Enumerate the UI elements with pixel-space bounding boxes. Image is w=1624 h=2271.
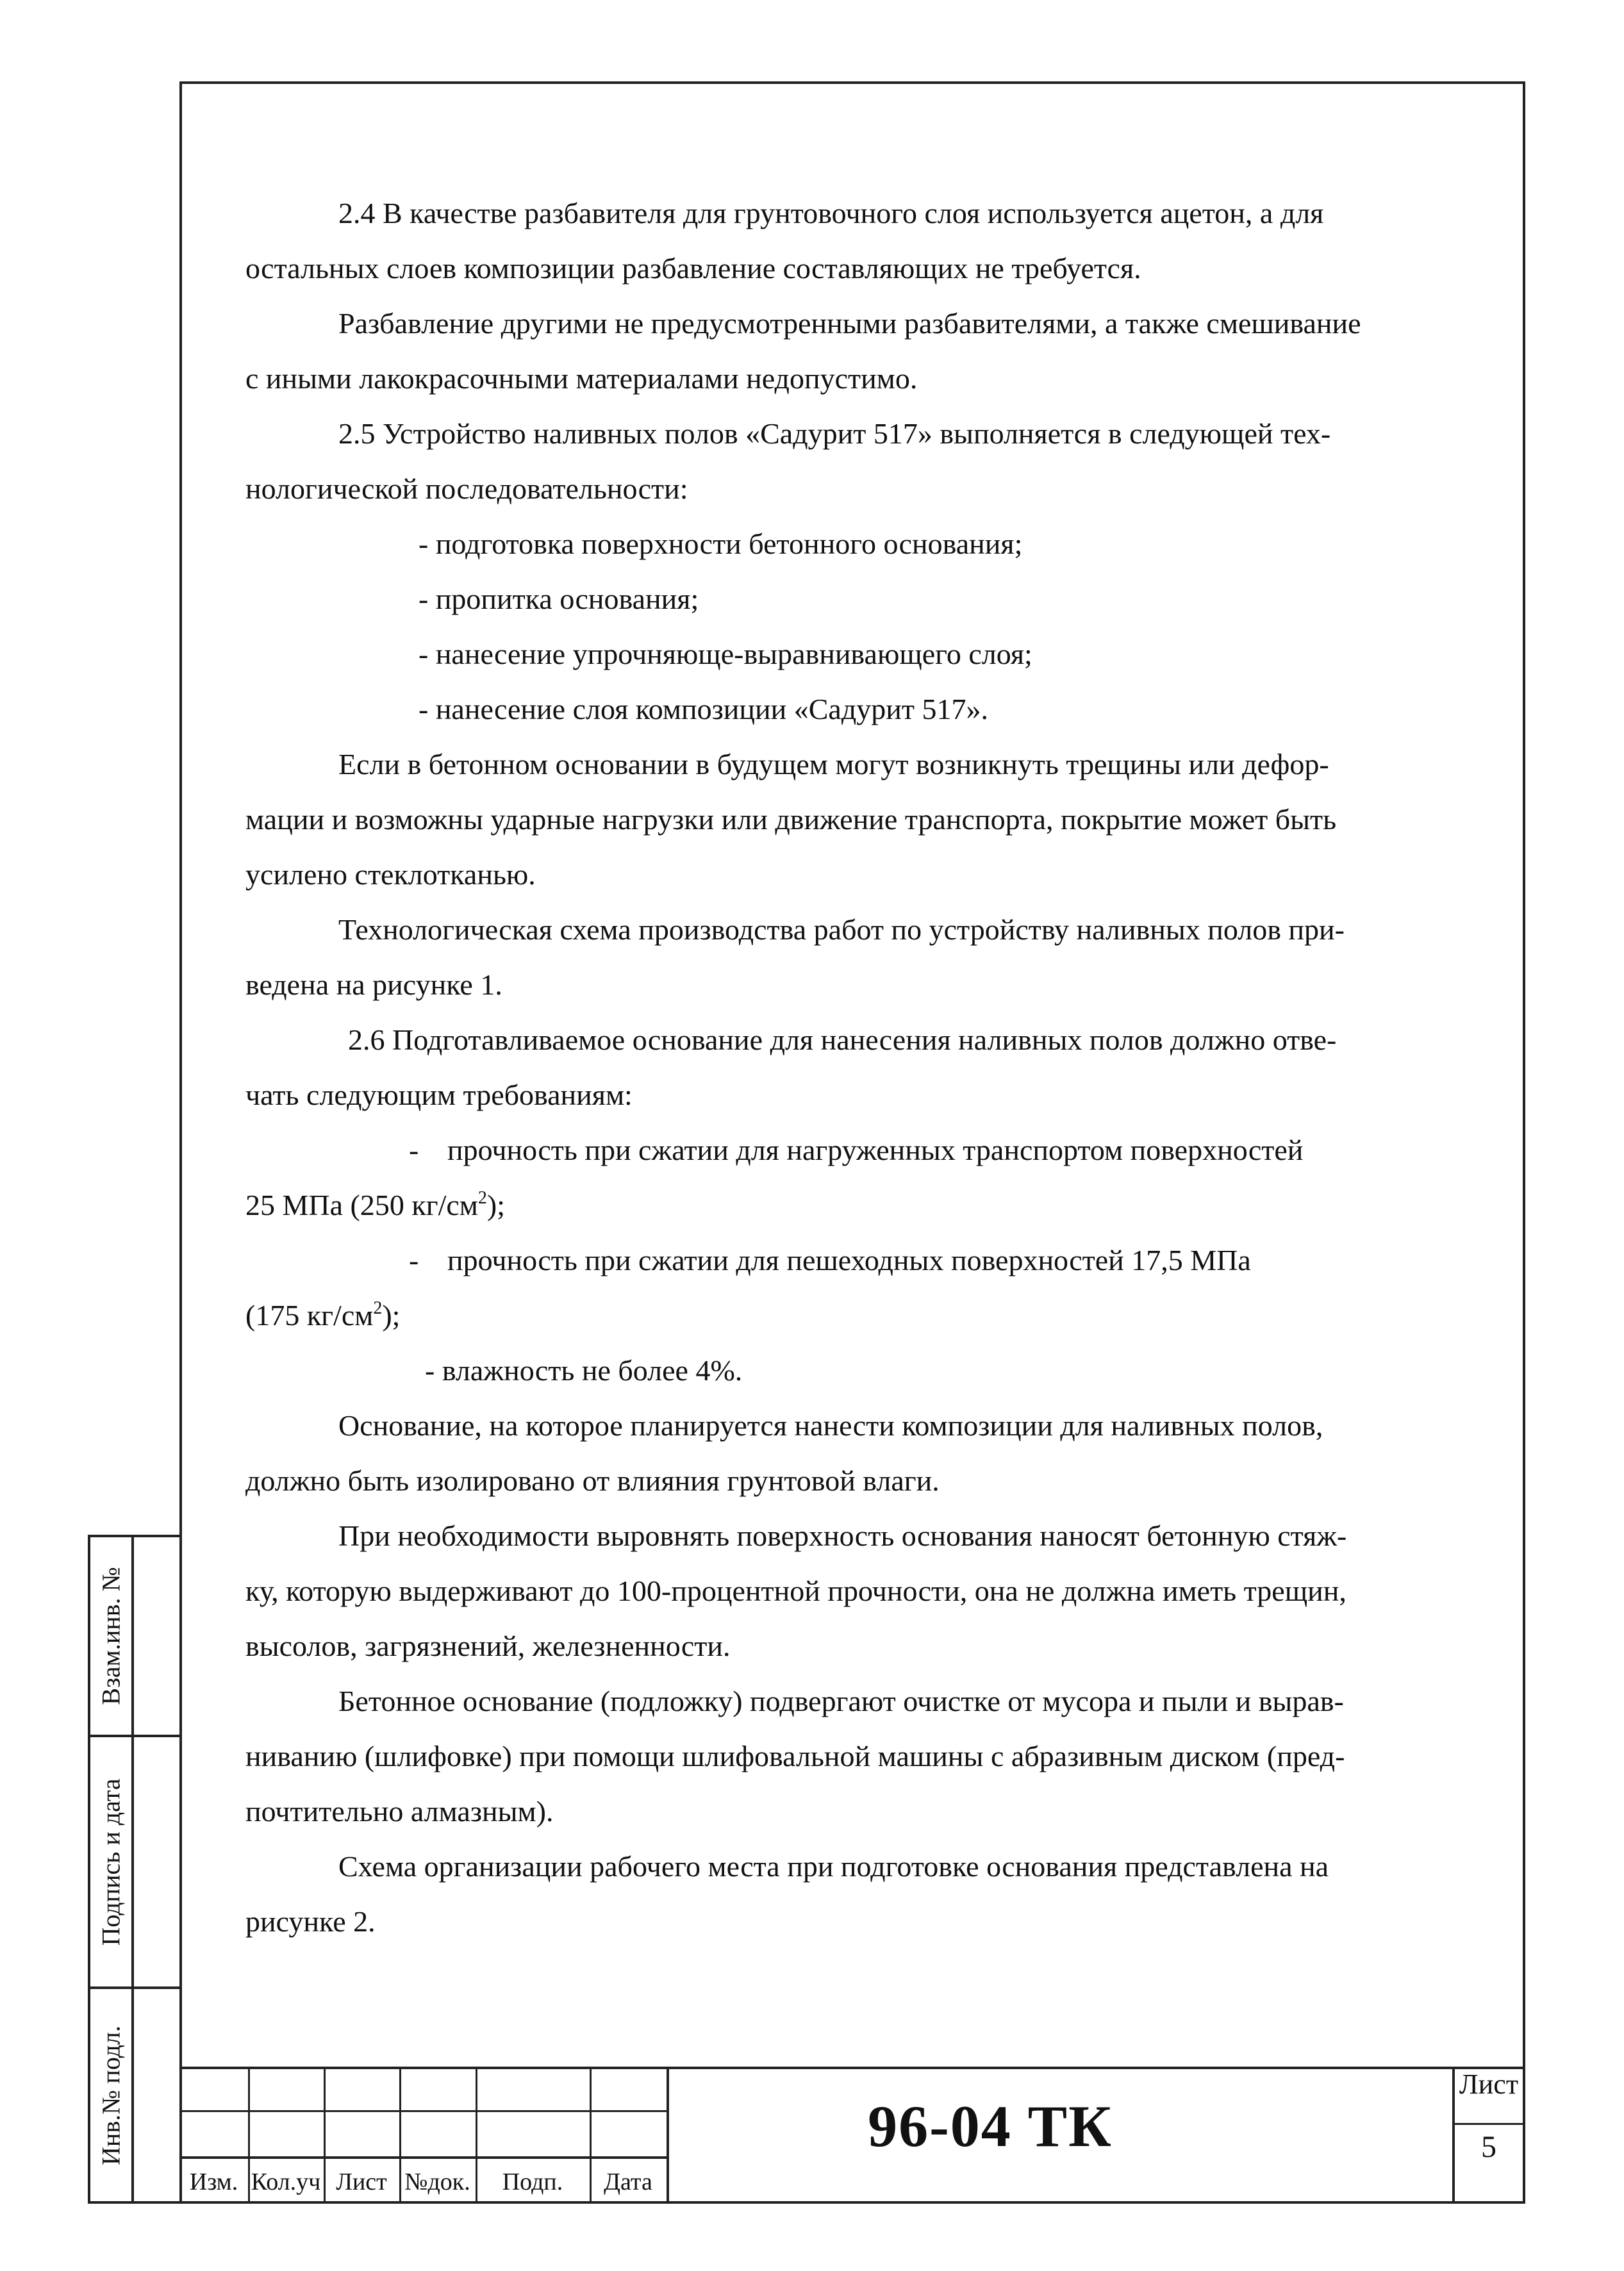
grid-row-line (179, 2156, 667, 2159)
column-label: Дата (604, 2168, 652, 2195)
grid-row-line (179, 2110, 667, 2112)
paragraph-2-4: 2.4 В качестве разбавителя для грунтовочного слоя используется ацетон, а для остальных слоев композиции разбавление составляющих не требуется. (245, 197, 1324, 285)
side-value-vzam (131, 1537, 179, 1737)
side-label-podpis: Подпись и дата (96, 1778, 126, 1946)
requirement-moisture: - влажность не более 4%. (425, 1354, 743, 1387)
column-label: Подп. (502, 2168, 563, 2195)
requirement-pedestrian: - прочность при сжатии для пешеходных поверхностей 17,5 МПа (175 $кг/см^2$); (245, 1244, 1251, 1332)
body-text (245, 186, 1463, 1949)
paragraph-screed: При необходимости выровнять поверхность основания наносят бетонную стяж- ку, которую выдерживают до 100-процентной прочности, она не должна иметь трещин, высолов, загрязнений, железненности. (245, 1519, 1347, 1662)
title-block-top-line (179, 2067, 1525, 2069)
column-label: Лист (336, 2168, 387, 2195)
paragraph-dilution: Разбавление другими не предусмотренными разбавителями, а также смешивание с иными лакокрасочными материалами недопустимо. (245, 307, 1361, 395)
column-label: №док. (404, 2168, 470, 2195)
side-stamp-values (131, 1535, 179, 2204)
title-block (179, 2067, 1525, 2204)
sheet-divider (1452, 2123, 1525, 2125)
requirement-transport: - прочность при сжатии для нагруженных транспортом поверхностей 25 МПа (250 $кг/см^2$); (245, 1134, 1304, 1221)
sheet-label: Лист (1459, 2069, 1519, 2100)
document-code: 96-04 ТК (868, 2093, 1113, 2159)
paragraph-scheme-1: Технологическая схема производства работ по устройству наливных полов при- ведена на рисунке 1. (245, 913, 1345, 1001)
paragraph-grinding: Бетонное основание (подложку) подвергают очистке от мусора и пыли и вырав- ниванию (шлифовке) при помощи шлифовальной машины с абразивным диском (пред- почтительно алмазным). (245, 1685, 1345, 1828)
side-stamp (88, 1535, 179, 2204)
side-label-vzam: Взам.инв. № (96, 1567, 126, 1705)
column-label: Изм. (189, 2168, 238, 2195)
list-item: - пропитка основания; (418, 582, 699, 615)
column-label: Кол.уч (251, 2168, 321, 2195)
paragraph-reinforcement: Если в бетонном основании в будущем могут возникнуть трещины или дефор- мации и возможны ударные нагрузки или движение транспорта, покрытие может быть усилено стеклотканью. (245, 748, 1337, 891)
side-cell-vzam (90, 1537, 131, 1737)
list-item: - нанесение слоя композиции «Садурит 517». (418, 693, 988, 725)
side-label-inv: Инв.№ подл. (96, 2025, 126, 2165)
side-value-podpis (131, 1737, 179, 1989)
list-item: - подготовка поверхности бетонного основания; (418, 527, 1023, 560)
side-stamp-labels (88, 1535, 134, 2204)
sheet-number: 5 (1481, 2130, 1496, 2164)
paragraph-isolation: Основание, на которое планируется нанести композиции для наливных полов, должно быть изолировано от влияния грунтовой влаги. (245, 1409, 1323, 1497)
side-cell-podpis (90, 1737, 131, 1989)
paragraph-scheme-2: Схема организации рабочего места при подготовке основания представлена на рисунке 2. (245, 1850, 1329, 1938)
paragraph-2-5: 2.5 Устройство наливных полов «Садурит 517» выполняется в следующей тех- нологической последовательности: (245, 417, 1331, 505)
paragraph-2-6: 2.6 Подготавливаемое основание для нанесения наливных полов должно отве- чать следующим требованиям: (245, 1023, 1337, 1111)
list-item: - нанесение упрочняюще-выравнивающего слоя; (418, 638, 1032, 670)
side-cell-inv (90, 1989, 131, 2201)
